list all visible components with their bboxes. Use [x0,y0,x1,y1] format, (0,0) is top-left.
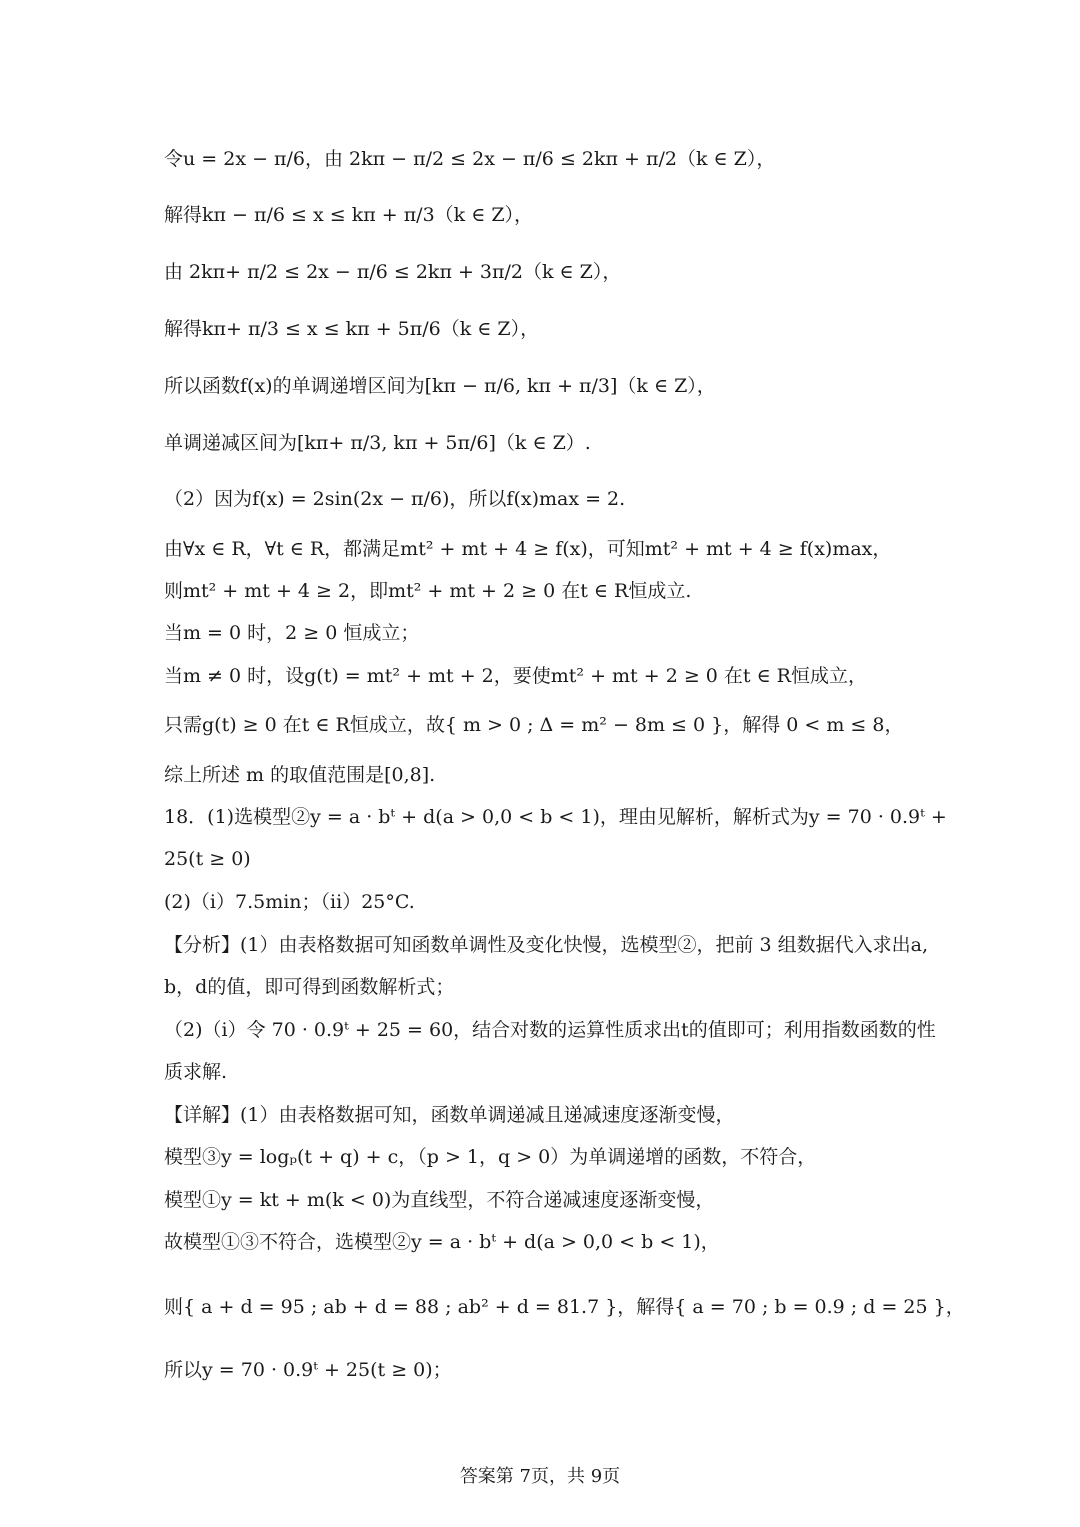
text-line-25: 则{ a + d = 95 ; ab + d = 88 ; ab² + d = 81.7 }，解得{ a = 70 ; b = 0.9 ; d = 25 }， [164,1296,965,1318]
text-line-4: 解得kπ+ π/3 ≤ x ≤ kπ + 5π/6（k ∈ Z）， [164,318,540,340]
text-line-20: 质求解. [164,1061,228,1083]
text-line-19: （2)（i）令 70 · 0.9ᵗ + 25 = 60，结合对数的运算性质求出t的值即可；利用指数函数的性 [164,1019,936,1041]
text-line-9: 则mt² + mt + 4 ≥ 2，即mt² + mt + 2 ≥ 0 在t ∈ R恒成立. [164,580,692,602]
text-line-16: (2)（i）7.5min；（ii）25°C. [164,891,415,913]
text-line-26: 所以y = 70 · 0.9ᵗ + 25(t ≥ 0)； [164,1359,452,1381]
text-line-22: 模型③y = logₚ(t + q) + c，（p > 1，q > 0）为单调递增的函数，不符合， [164,1146,817,1168]
text-line-1: 令u = 2x − π/6，由 2kπ − π/2 ≤ 2x − π/6 ≤ 2kπ + π/2（k ∈ Z）， [164,148,776,170]
text-line-10: 当m = 0 时，2 ≥ 0 恒成立； [164,622,420,644]
text-line-7: （2）因为f(x) = 2sin(2x − π/6)，所以f(x)max = 2. [164,488,626,510]
text-line-6: 单调递减区间为[kπ+ π/3, kπ + 5π/6]（k ∈ Z）. [164,432,591,454]
text-line-5: 所以函数f(x)的单调递增区间为[kπ − π/6, kπ + π/3]（k ∈ Z）， [164,375,716,397]
text-line-2: 解得kπ − π/6 ≤ x ≤ kπ + π/3（k ∈ Z）， [164,204,534,226]
text-line-21: 【详解】(1）由表格数据可知，函数单调递减且递减速度逐渐变慢， [164,1104,735,1126]
text-line-3: 由 2kπ+ π/2 ≤ 2x − π/6 ≤ 2kπ + 3π/2（k ∈ Z）， [164,261,622,283]
text-line-13: 综上所述 m 的取值范围是[0,8]. [164,764,436,786]
text-line-24: 故模型①③不符合，选模型②y = a · bᵗ + d(a > 0,0 < b < 1)， [164,1231,720,1253]
text-line-12: 只需g(t) ≥ 0 在t ∈ R恒成立，故{ m > 0 ; Δ = m² − 8m ≤ 0 }，解得 0 < m ≤ 8， [164,714,904,736]
text-line-14: 18．(1)选模型②y = a · bᵗ + d(a > 0,0 < b < 1)，理由见解析，解析式为y = 70 · 0.9ᵗ + [164,806,947,828]
text-line-11: 当m ≠ 0 时，设g(t) = mt² + mt + 2，要使mt² + mt + 2 ≥ 0 在t ∈ R恒成立， [164,665,867,687]
text-line-23: 模型①y = kt + m(k < 0)为直线型，不符合递减速度逐渐变慢， [164,1189,715,1211]
text-line-8: 由∀x ∈ R，∀t ∈ R，都满足mt² + mt + 4 ≥ f(x)，可知mt² + mt + 4 ≥ f(x)max， [164,538,892,560]
page-footer: 答案第 7页，共 9页 [459,1466,621,1487]
text-line-18: b，d的值，即可得到函数解析式； [164,976,455,998]
text-line-15: 25(t ≥ 0) [164,848,251,870]
text-line-17: 【分析】(1）由表格数据可知函数单调性及变化快慢，选模型②，把前 3 组数据代入求出a, [164,934,929,956]
